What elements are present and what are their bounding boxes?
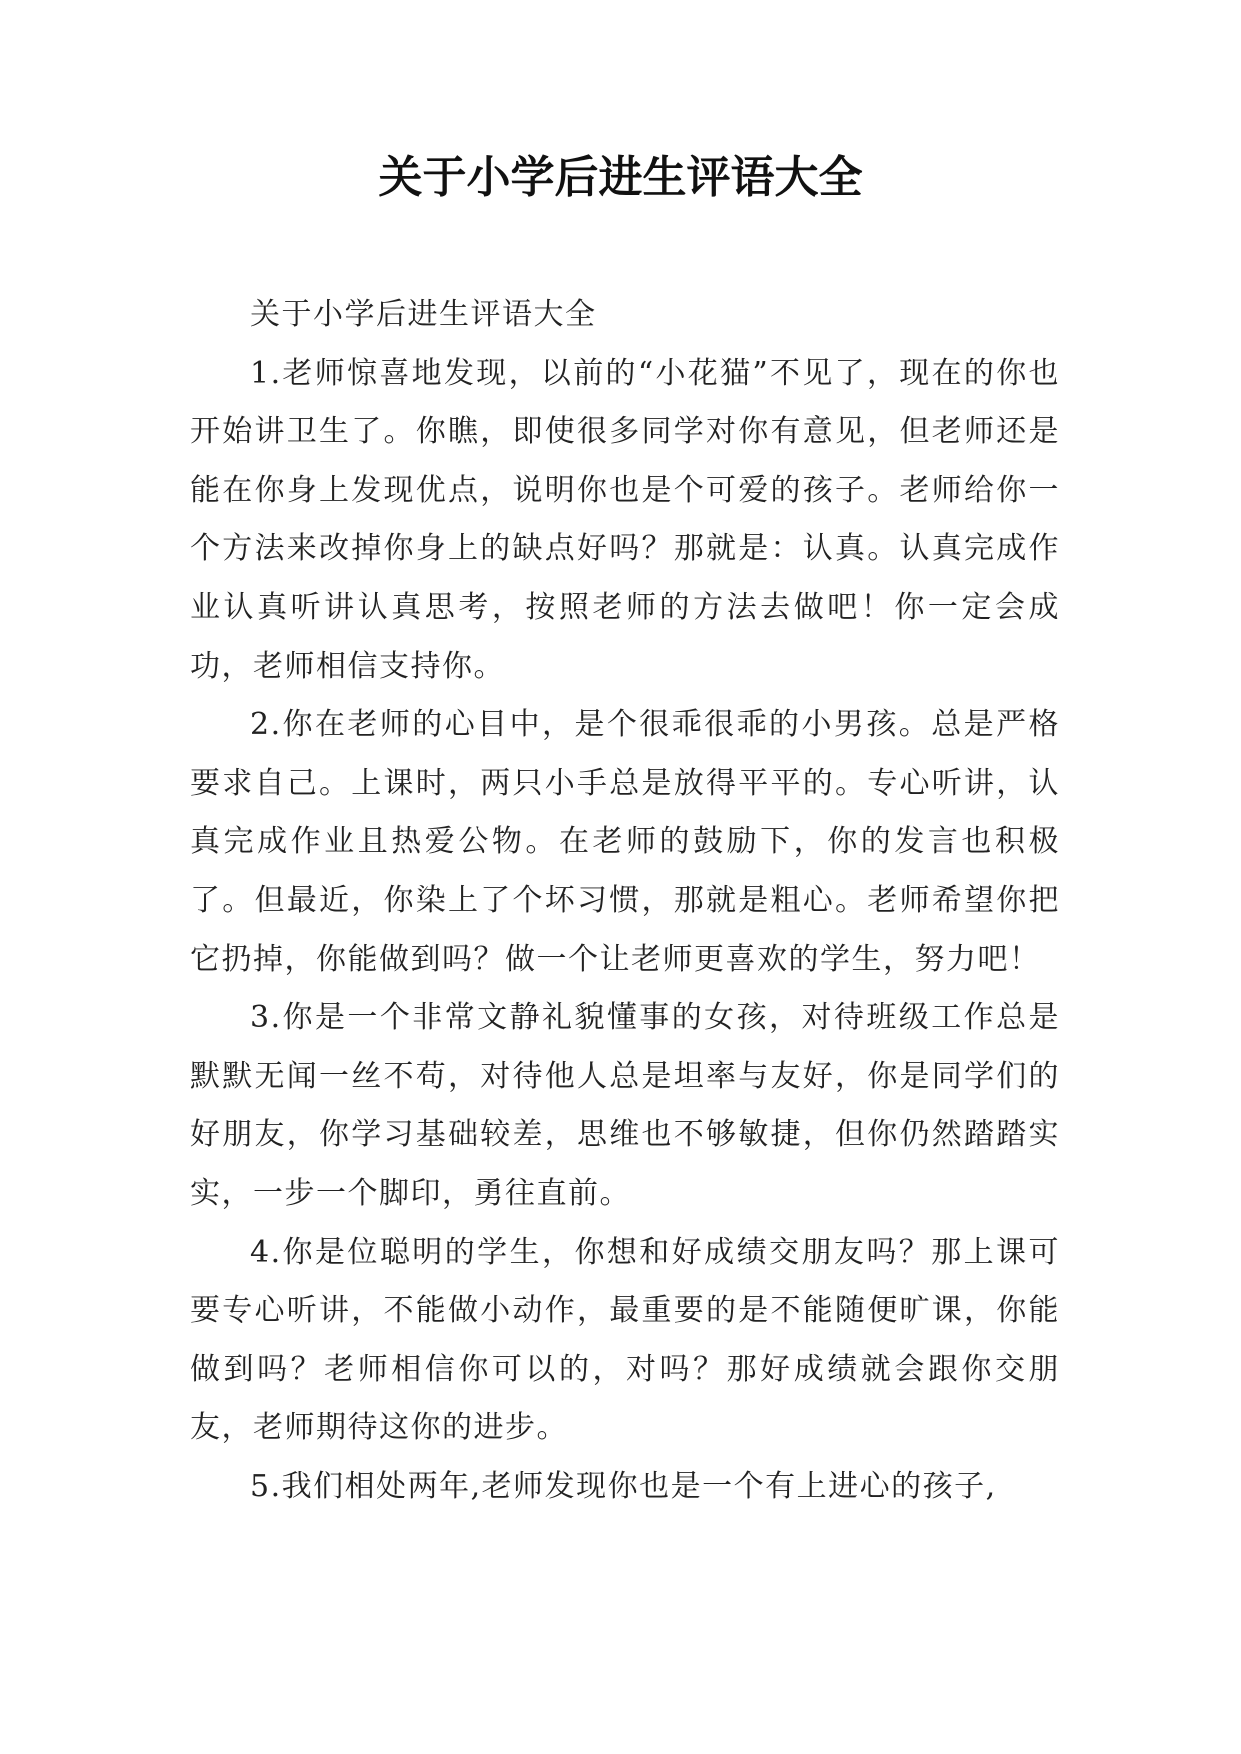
paragraph-comment-2: 2.你在老师的心目中，是个很乖很乖的小男孩。总是严格要求自己。上课时，两只小手总是放得平平的。专心听讲，认真完成作业且热爱公物。在老师的鼓励下，你的发言也积极了。但最近，你染上了个坏习惯，那就是粗心。老师希望你把它扔掉，你能做到吗？做一个让老师更喜欢的学生，努力吧！ (190, 707, 1060, 977)
paragraph-comment-3: 3.你是一个非常文静礼貌懂事的女孩，对待班级工作总是默默无闻一丝不苟，对待他人总是坦率与友好，你是同学们的好朋友，你学习基础较差，思维也不够敏捷，但你仍然踏踏实实，一步一个脚印，勇往直前。 (190, 1000, 1060, 1211)
paragraph-comment-1: 1.老师惊喜地发现，以前的“小花猫”不见了，现在的你也开始讲卫生了。你瞧，即使很多同学对你有意见，但老师还是能在你身上发现优点，说明你也是个可爱的孩子。老师给你一个方法来改掉你身上的缺点好吗？那就是：认真。认真完成作业认真听讲认真思考，按照老师的方法去做吧！你一定会成功，老师相信支持你。 (190, 355, 1060, 684)
document-title: 关于小学后进生评语大全 (378, 152, 863, 203)
document-body (190, 286, 1060, 1516)
paragraph-comment-4: 4.你是位聪明的学生，你想和好成绩交朋友吗？那上课可要专心听讲，不能做小动作，最重要的是不能随便旷课，你能做到吗？老师相信你可以的，对吗？那好成绩就会跟你交朋友，老师期待这你的进步。 (190, 1234, 1060, 1446)
paragraph-subtitle: 关于小学后进生评语大全 (250, 297, 597, 332)
paragraph-comment-5: 5.我们相处两年,老师发现你也是一个有上进心的孩子, (250, 1468, 997, 1504)
